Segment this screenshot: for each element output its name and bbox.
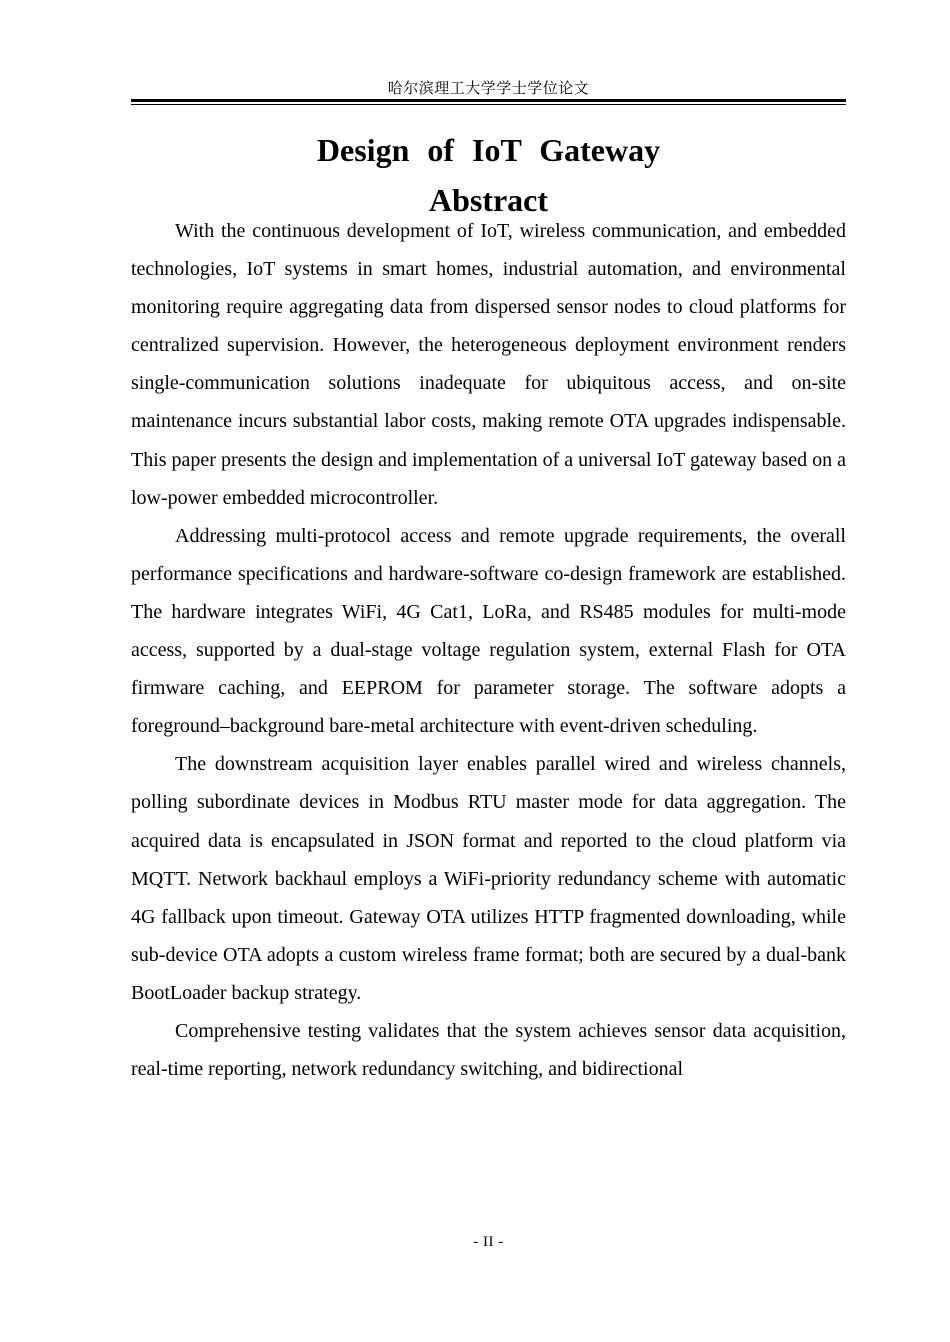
abstract-paragraph-2: Addressing multi-protocol access and remote upgrade requirements, the overall performance specifications and hardware-software co-design framework are established. The hardware integrates WiFi, 4G Cat1, LoRa, and RS485 modules for multi-mode access, supported by a dual-stage voltage regulation system, external Flash for OTA firmware caching, and EEPROM for parameter storage. The software adopts a foreground–background bare-metal architecture with event-driven scheduling.: [131, 524, 846, 738]
header-rule-thin: [131, 104, 846, 105]
running-header: 哈尔滨理工大学学士学位论文: [387, 79, 590, 97]
abstract-paragraph-3: The downstream acquisition layer enables parallel wired and wireless channels, polling subordinate devices in Modbus RTU master mode for data aggregation. The acquired data is encapsulated in JSON format and reported to the cloud platform via MQTT. Network backhaul employs a WiFi-priority redundancy scheme with automatic 4G fallback upon timeout. Gateway OTA utilizes HTTP fragmented downloading, while sub-device OTA adopts a custom wireless frame format; both are secured by a dual-bank BootLoader backup strategy.: [131, 753, 846, 1004]
abstract-heading: Abstract: [428, 182, 549, 218]
abstract-paragraph-1: With the continuous development of IoT, wireless communication, and embedded technologies, IoT systems in smart homes, industrial automation, and environmental monitoring require aggregating data from dispersed sensor nodes to cloud platforms for centralized supervision. However, the heterogeneous deployment environment renders single-communication solutions inadequate for ubiquitous access, and on-site maintenance incurs substantial labor costs, making remote OTA upgrades indispensable. This paper presents the design and implementation of a universal IoT gateway based on a low-power embedded microcontroller.: [131, 220, 846, 509]
abstract-body: [131, 212, 846, 1088]
abstract-paragraph-4: Comprehensive testing validates that the system achieves sensor data acquisition, real-time reporting, network redundancy switching, and bidirectional: [131, 1019, 846, 1081]
page-number: - II -: [473, 1234, 504, 1250]
header-rule-thick: [131, 99, 846, 102]
thesis-title: Design of IoT Gateway: [316, 132, 661, 168]
